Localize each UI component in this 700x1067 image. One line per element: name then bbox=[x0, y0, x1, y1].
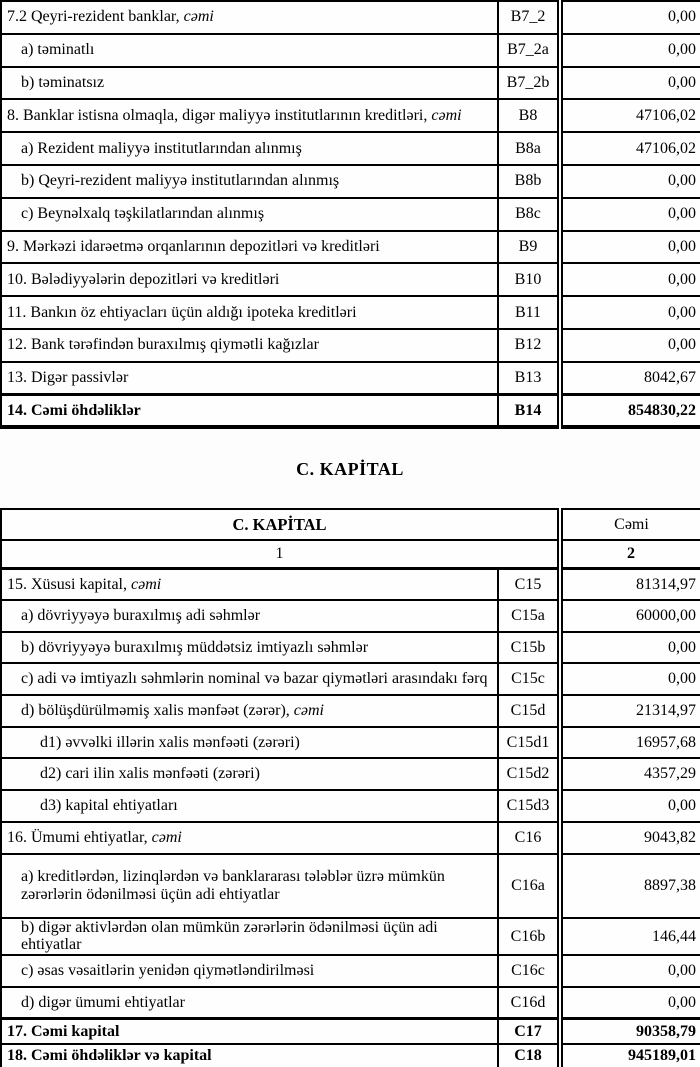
row-label: a) Rezident maliyyə institutlarından alınmış bbox=[1, 132, 498, 165]
row-code: C15d3 bbox=[498, 790, 560, 822]
table-row bbox=[1, 132, 700, 165]
row-code: C15d bbox=[498, 695, 560, 727]
row-label: 17. Cəmi kapital bbox=[1, 1019, 498, 1044]
row-value: 146,44 bbox=[560, 918, 700, 956]
row-code: B8 bbox=[498, 99, 560, 132]
table-row bbox=[1, 918, 700, 956]
row-code: C15d1 bbox=[498, 727, 560, 759]
row-value: 47106,02 bbox=[560, 99, 700, 132]
table-row bbox=[1, 955, 700, 987]
table-row bbox=[1, 695, 700, 727]
row-value: 9043,82 bbox=[560, 822, 700, 854]
row-label: b) təminatsız bbox=[1, 67, 498, 100]
row-label-italic-suffix: cəmi bbox=[131, 575, 162, 593]
row-code: C17 bbox=[498, 1019, 560, 1044]
row-label: 14. Cəmi öhdəliklər bbox=[1, 395, 498, 428]
row-label: 16. Ümumi ehtiyatlar, cəmi bbox=[1, 822, 498, 854]
liabilities-table-body bbox=[1, 1, 700, 427]
table-row bbox=[1, 632, 700, 664]
row-code: C15c bbox=[498, 663, 560, 695]
row-value: 0,00 bbox=[560, 632, 700, 664]
table-row bbox=[1, 822, 700, 854]
table-row bbox=[1, 362, 700, 395]
column-number-right: 2 bbox=[560, 540, 700, 568]
row-label-italic-suffix: cəmi bbox=[151, 828, 182, 846]
row-value: 0,00 bbox=[560, 198, 700, 231]
row-label: b) dövriyyəyə buraxılmış müddətsiz imtiyazlı səhmlər bbox=[1, 632, 498, 664]
row-code: C16b bbox=[498, 918, 560, 956]
table-row bbox=[1, 231, 700, 264]
row-value: 8042,67 bbox=[560, 362, 700, 395]
capital-table-body bbox=[1, 568, 700, 1067]
row-value: 0,00 bbox=[560, 263, 700, 296]
row-code: B7_2a bbox=[498, 34, 560, 67]
row-code: C15b bbox=[498, 632, 560, 664]
row-value: 90358,79 bbox=[560, 1019, 700, 1044]
table-row bbox=[1, 296, 700, 329]
table-row bbox=[1, 395, 700, 428]
table-row bbox=[1, 198, 700, 231]
capital-table bbox=[0, 508, 700, 1067]
row-label: a) kreditlərdən, lizinqlərdən və banklararası tələblər üzrə mümkün zərərlərin ödənilməsi üçün adi ehtiyatlar bbox=[1, 854, 498, 918]
row-label: a) dövriyyəyə buraxılmış adi səhmlər bbox=[1, 600, 498, 632]
row-value: 945189,01 bbox=[560, 1044, 700, 1067]
row-value: 854830,22 bbox=[560, 395, 700, 428]
row-label: c) adi və imtiyazlı səhmlərin nominal və bazar qiymətləri arasındakı fərq bbox=[1, 663, 498, 695]
row-label: d2) cari ilin xalis mənfəəti (zərəri) bbox=[1, 758, 498, 790]
row-value: 21314,97 bbox=[560, 695, 700, 727]
row-value: 0,00 bbox=[560, 231, 700, 264]
row-value: 0,00 bbox=[560, 987, 700, 1019]
row-label: d) bölüşdürülməmiş xalis mənfəət (zərər), cəmi bbox=[1, 695, 498, 727]
row-value: 81314,97 bbox=[560, 568, 700, 600]
row-value: 4357,29 bbox=[560, 758, 700, 790]
table-row bbox=[1, 165, 700, 198]
row-label: 10. Bələdiyyələrin depozitləri və kreditləri bbox=[1, 263, 498, 296]
row-value: 0,00 bbox=[560, 663, 700, 695]
row-value: 0,00 bbox=[560, 67, 700, 100]
row-label: 11. Bankın öz ehtiyacları üçün aldığı ipoteka kreditləri bbox=[1, 296, 498, 329]
row-code: C16c bbox=[498, 955, 560, 987]
row-label: 18. Cəmi öhdəliklər və kapital bbox=[1, 1044, 498, 1067]
table-row bbox=[1, 1019, 700, 1044]
column-number-left: 1 bbox=[1, 540, 560, 568]
row-value: 47106,02 bbox=[560, 132, 700, 165]
table-row bbox=[1, 727, 700, 759]
row-label-italic-suffix: cəmi bbox=[431, 106, 462, 124]
row-code: C15d2 bbox=[498, 758, 560, 790]
row-label: c) əsas vəsaitlərin yenidən qiymətləndirilməsi bbox=[1, 955, 498, 987]
row-value: 0,00 bbox=[560, 296, 700, 329]
row-label: d1) əvvəlki illərin xalis mənfəəti (zərəri) bbox=[1, 727, 498, 759]
liabilities-table bbox=[0, 0, 700, 429]
table-row bbox=[1, 987, 700, 1019]
capital-total-column-header: Cəmi bbox=[560, 509, 700, 540]
row-label-italic-suffix: cəmi bbox=[293, 702, 324, 719]
row-value: 16957,68 bbox=[560, 727, 700, 759]
row-code: C15 bbox=[498, 568, 560, 600]
row-code: B12 bbox=[498, 329, 560, 362]
row-code: B10 bbox=[498, 263, 560, 296]
row-code: C15a bbox=[498, 600, 560, 632]
row-label: a) təminatlı bbox=[1, 34, 498, 67]
table-row bbox=[1, 600, 700, 632]
row-label: b) digər aktivlərdən olan mümkün zərərlərin ödənilməsi üçün adi ehtiyatlar bbox=[1, 918, 498, 956]
row-value: 0,00 bbox=[560, 34, 700, 67]
row-code: C16 bbox=[498, 822, 560, 854]
row-code: C18 bbox=[498, 1044, 560, 1067]
row-label: c) Beynəlxalq təşkilatlarından alınmış bbox=[1, 198, 498, 231]
capital-column-number-row bbox=[1, 540, 700, 568]
table-row bbox=[1, 329, 700, 362]
row-value: 0,00 bbox=[560, 165, 700, 198]
row-label-italic-suffix: cəmi bbox=[183, 8, 214, 26]
row-code: B8a bbox=[498, 132, 560, 165]
row-code: B9 bbox=[498, 231, 560, 264]
table-row bbox=[1, 568, 700, 600]
row-value: 0,00 bbox=[560, 329, 700, 362]
row-code: C16a bbox=[498, 854, 560, 918]
row-code: B7_2 bbox=[498, 1, 560, 34]
table-row bbox=[1, 1044, 700, 1067]
row-value: 0,00 bbox=[560, 1, 700, 34]
row-label: 15. Xüsusi kapital, cəmi bbox=[1, 568, 498, 600]
row-label: 12. Bank tərəfindən buraxılmış qiymətli kağızlar bbox=[1, 329, 498, 362]
row-value: 0,00 bbox=[560, 790, 700, 822]
row-value: 60000,00 bbox=[560, 600, 700, 632]
row-label: d) digər ümumi ehtiyatlar bbox=[1, 987, 498, 1019]
table-row bbox=[1, 790, 700, 822]
table-row bbox=[1, 34, 700, 67]
row-code: B11 bbox=[498, 296, 560, 329]
row-label: 13. Digər passivlər bbox=[1, 362, 498, 395]
table-row bbox=[1, 663, 700, 695]
row-label: 7.2 Qeyri-rezident banklar, cəmi bbox=[1, 1, 498, 34]
row-code: B8c bbox=[498, 198, 560, 231]
row-label: d3) kapital ehtiyatları bbox=[1, 790, 498, 822]
row-label: b) Qeyri-rezident maliyyə institutlarından alınmış bbox=[1, 165, 498, 198]
table-row bbox=[1, 1, 700, 34]
table-row bbox=[1, 67, 700, 100]
section-heading: C. KAPİTAL bbox=[296, 459, 404, 480]
capital-table-header bbox=[1, 509, 700, 568]
table-row bbox=[1, 854, 700, 918]
table-row bbox=[1, 99, 700, 132]
row-label: 9. Mərkəzi idarəetmə orqanlarının depozitləri və kreditləri bbox=[1, 231, 498, 264]
row-code: C16d bbox=[498, 987, 560, 1019]
row-code: B14 bbox=[498, 395, 560, 428]
table-row bbox=[1, 263, 700, 296]
row-value: 8897,38 bbox=[560, 854, 700, 918]
row-code: B8b bbox=[498, 165, 560, 198]
row-value: 0,00 bbox=[560, 955, 700, 987]
row-code: B13 bbox=[498, 362, 560, 395]
capital-header-row bbox=[1, 509, 700, 540]
capital-table-title: C. KAPİTAL bbox=[1, 509, 560, 540]
row-label: 8. Banklar istisna olmaqla, digər maliyyə institutlarının kreditləri, cəmi bbox=[1, 99, 498, 132]
row-code: B7_2b bbox=[498, 67, 560, 100]
table-row bbox=[1, 758, 700, 790]
